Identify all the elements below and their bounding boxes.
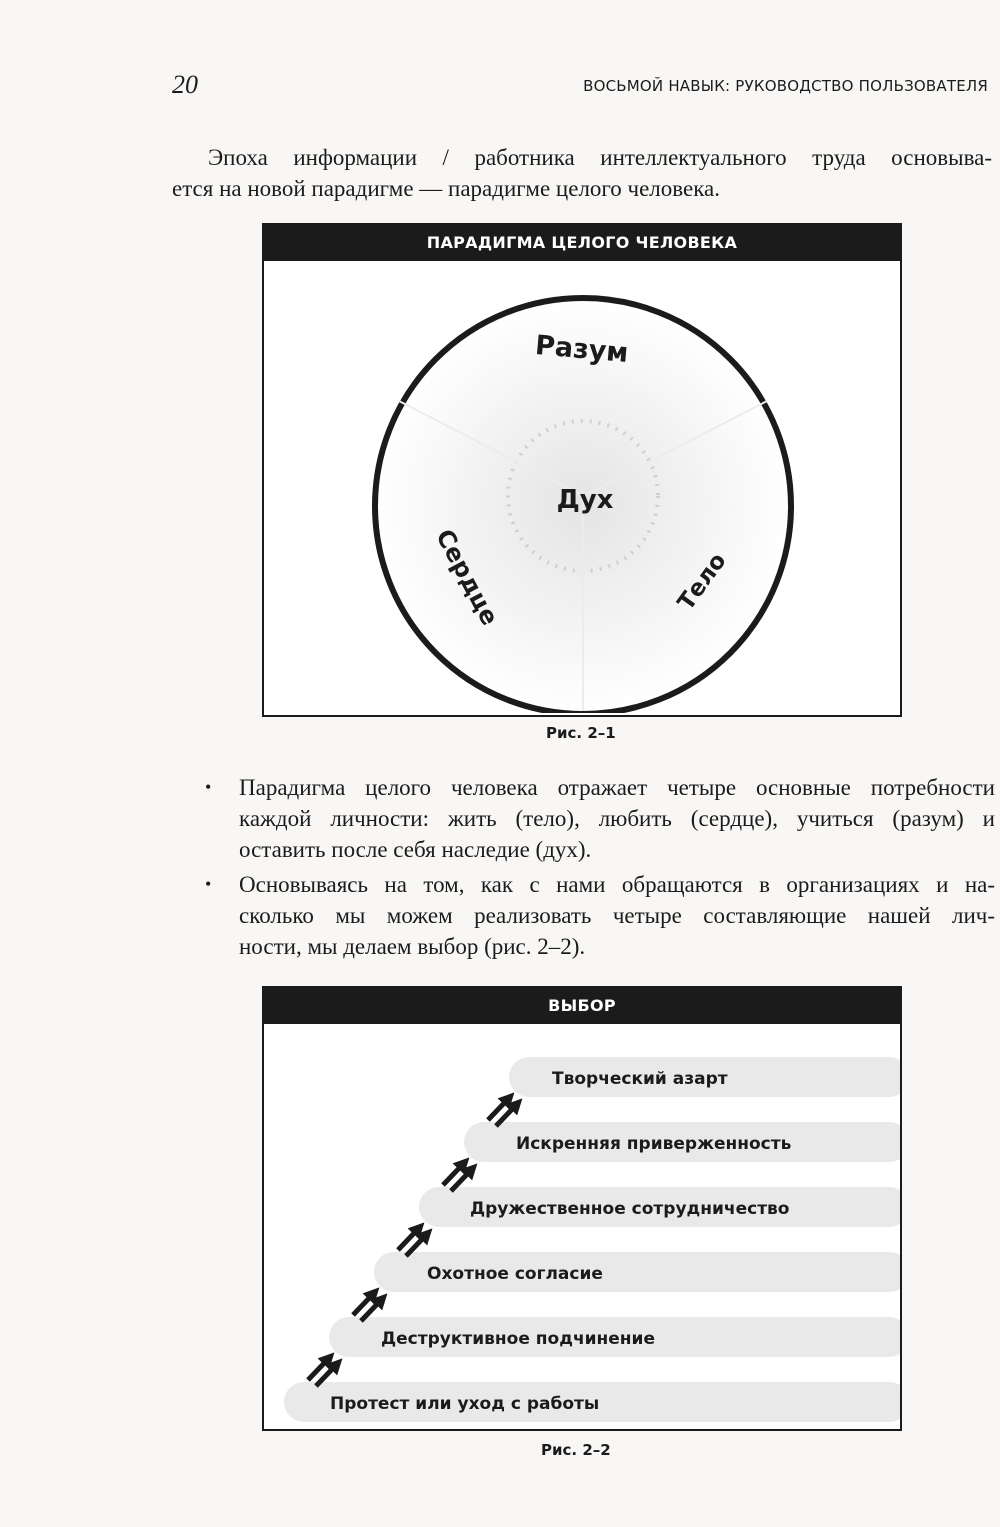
arrow-up-right-icon xyxy=(488,1097,518,1126)
bullet-line: Парадигма целого человека отражает четыре основные потребности xyxy=(239,775,995,800)
label-heart: Сердце xyxy=(430,524,504,630)
arrow-up-right-icon xyxy=(443,1162,473,1191)
figure-1-caption: Рис. 2–1 xyxy=(546,724,616,742)
bullet-item xyxy=(205,772,995,865)
figure-choice xyxy=(262,986,902,1431)
label-body: Тело xyxy=(673,548,732,616)
arrow-up-right-icon xyxy=(398,1227,428,1256)
figure-whole-person xyxy=(262,223,902,717)
label-spirit: Дух xyxy=(556,485,614,515)
choice-staircase xyxy=(264,1024,900,1427)
page-number: 20 xyxy=(172,70,198,99)
bullet-line: сколько мы можем реализовать четыре составляющие нашей лич- xyxy=(239,903,995,928)
bullet-line: Основываясь на том, как с нами обращаются в организациях и на- xyxy=(239,872,995,897)
step-label: Искренняя приверженность xyxy=(516,1134,792,1154)
step-label: Деструктивное подчинение xyxy=(381,1329,655,1349)
figure-title: ПАРАДИГМА ЦЕЛОГО ЧЕЛОВЕКА xyxy=(264,225,900,261)
bullet-line: каждой личности: жить (тело), любить (сердце), учиться (разум) и xyxy=(239,806,995,831)
step-label: Дружественное сотрудничество xyxy=(470,1199,790,1219)
bullet-list xyxy=(205,772,995,966)
figure-2-caption: Рис. 2–2 xyxy=(541,1441,611,1459)
bullet-dot-icon: • xyxy=(205,777,212,797)
figure-title: ВЫБОР xyxy=(264,988,900,1024)
arrow-up-right-icon xyxy=(308,1357,338,1386)
running-header: ВОСЬМОЙ НАВЫК: РУКОВОДСТВО ПОЛЬЗОВАТЕЛЯ xyxy=(583,77,988,95)
label-mind: Разум xyxy=(533,330,630,370)
arrow-up-right-icon xyxy=(353,1292,383,1321)
whole-person-diagram xyxy=(264,261,900,713)
bullet-line: ности, мы делаем выбор (рис. 2–2). xyxy=(239,934,586,959)
intro-paragraph xyxy=(172,142,992,204)
step-label: Протест или уход с работы xyxy=(330,1394,600,1414)
step-label: Творческий азарт xyxy=(552,1069,728,1089)
bullet-item xyxy=(205,869,995,962)
bullet-line: оставить после себя наследие (дух). xyxy=(239,837,592,862)
bullet-dot-icon: • xyxy=(205,874,212,894)
intro-line-1: Эпоха информации / работника интеллектуального труда основыва- xyxy=(208,145,992,170)
intro-line-2: ется на новой парадигме — парадигме целого человека. xyxy=(172,176,721,201)
step-label: Охотное согласие xyxy=(427,1264,603,1284)
